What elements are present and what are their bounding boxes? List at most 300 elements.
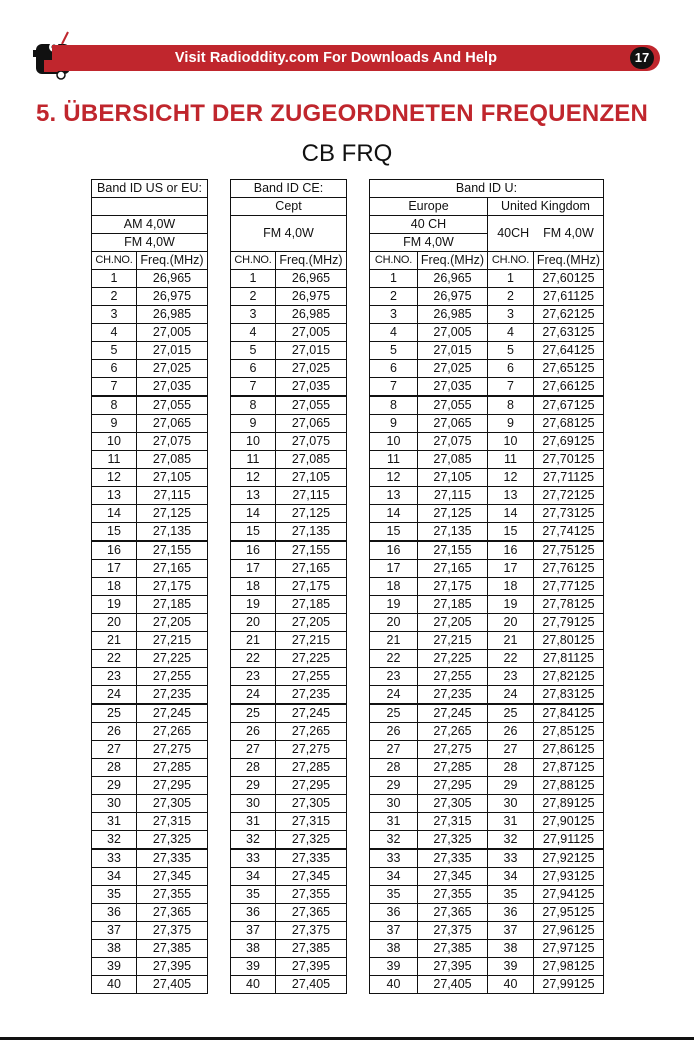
channel-number-cell: 31 [231,813,276,831]
channel-number-cell: 28 [370,759,418,777]
frequency-cell: 27,225 [276,650,347,668]
frequency-cell: 27,165 [276,560,347,578]
frequency-cell: 27,115 [276,487,347,505]
channel-number-cell: 23 [231,668,276,686]
frequency-cell: 27,105 [137,469,208,487]
channel-number-cell: 40 [488,976,534,994]
channel-number-cell: 7 [370,378,418,397]
band-us-mode-fm: FM 4,0W [92,234,208,252]
frequency-cell: 27,155 [137,541,208,560]
channel-number-cell: 8 [370,396,418,415]
channel-number-cell: 10 [92,433,137,451]
channel-number-cell: 38 [231,940,276,958]
frequency-cell: 27,245 [276,704,347,723]
table-row [92,505,604,523]
frequency-cell: 27,95125 [534,904,604,922]
channel-number-cell: 37 [370,922,418,940]
frequency-cell: 27,235 [137,686,208,705]
channel-number-cell: 10 [370,433,418,451]
channel-number-cell: 18 [488,578,534,596]
channel-number-cell: 11 [488,451,534,469]
frequency-cell: 27,65125 [534,360,604,378]
frequency-cell: 27,185 [276,596,347,614]
frequency-cell: 27,275 [137,741,208,759]
channel-number-cell: 14 [488,505,534,523]
channel-number-cell: 13 [488,487,534,505]
frequency-cell: 27,62125 [534,306,604,324]
channel-number-cell: 25 [92,704,137,723]
frequency-cell: 27,165 [137,560,208,578]
frequency-cell: 27,215 [137,632,208,650]
frequency-cell: 27,065 [137,415,208,433]
table-row [92,288,604,306]
channel-number-cell: 17 [92,560,137,578]
table-row [92,487,604,505]
channel-number-cell: 40 [92,976,137,994]
frequency-cell: 27,375 [276,922,347,940]
band-u-region-europe: Europe [370,198,488,216]
channel-number-cell: 5 [488,342,534,360]
frequency-cell: 27,035 [418,378,488,397]
channel-number-cell: 14 [92,505,137,523]
table-row [92,469,604,487]
table-row [92,360,604,378]
channel-number-cell: 10 [488,433,534,451]
table-row [92,342,604,360]
frequency-cell: 27,075 [276,433,347,451]
frequency-cell: 27,295 [276,777,347,795]
channel-number-cell: 33 [231,849,276,868]
frequency-cell: 27,255 [276,668,347,686]
channel-number-cell: 36 [231,904,276,922]
frequency-cell: 27,265 [276,723,347,741]
channel-number-cell: 6 [92,360,137,378]
frequency-cell: 27,305 [137,795,208,813]
channel-number-cell: 32 [488,831,534,850]
channel-number-cell: 7 [92,378,137,397]
frequency-cell: 27,97125 [534,940,604,958]
frequency-cell: 27,73125 [534,505,604,523]
channel-number-cell: 35 [488,886,534,904]
frequency-cell: 27,93125 [534,868,604,886]
frequency-cell: 27,075 [137,433,208,451]
channel-number-cell: 9 [488,415,534,433]
frequency-cell: 27,235 [418,686,488,705]
table-row [92,614,604,632]
frequency-cell: 27,98125 [534,958,604,976]
channel-number-cell: 18 [92,578,137,596]
band-ce-mode: FM 4,0W [231,216,347,252]
frequency-cell: 27,88125 [534,777,604,795]
table-row [92,306,604,324]
frequency-cell: 27,335 [418,849,488,868]
channel-number-cell: 3 [488,306,534,324]
frequency-cell: 27,175 [276,578,347,596]
channel-number-cell: 13 [231,487,276,505]
section-title: 5. ÜBERSICHT DER ZUGEORDNETEN FREQUENZEN [36,100,649,127]
col-header-freq: Freq.(MHz) [276,252,347,270]
frequency-cell: 27,215 [418,632,488,650]
frequency-cell: 27,015 [137,342,208,360]
band-us-title: Band ID US or EU: [92,180,208,198]
col-header-ch: CH.NO. [92,252,137,270]
frequency-cell: 27,84125 [534,704,604,723]
channel-number-cell: 16 [231,541,276,560]
channel-number-cell: 37 [488,922,534,940]
frequency-cell: 27,225 [137,650,208,668]
frequency-cell: 27,215 [276,632,347,650]
channel-number-cell: 38 [488,940,534,958]
frequency-cell: 27,86125 [534,741,604,759]
frequency-cell: 27,135 [276,523,347,542]
frequency-cell: 27,70125 [534,451,604,469]
frequency-cell: 27,295 [137,777,208,795]
column-header-row [92,252,604,270]
frequency-cell: 27,285 [418,759,488,777]
frequency-cell: 27,71125 [534,469,604,487]
frequency-cell: 27,79125 [534,614,604,632]
channel-number-cell: 21 [488,632,534,650]
channel-number-cell: 5 [92,342,137,360]
frequency-cell: 26,975 [137,288,208,306]
channel-number-cell: 11 [92,451,137,469]
channel-number-cell: 18 [231,578,276,596]
table-row [92,686,604,705]
channel-number-cell: 4 [370,324,418,342]
channel-number-cell: 2 [370,288,418,306]
channel-number-cell: 5 [231,342,276,360]
channel-number-cell: 38 [92,940,137,958]
channel-number-cell: 34 [488,868,534,886]
channel-number-cell: 6 [370,360,418,378]
channel-number-cell: 24 [231,686,276,705]
frequency-cell: 27,245 [418,704,488,723]
frequency-cell: 27,63125 [534,324,604,342]
channel-number-cell: 10 [231,433,276,451]
channel-number-cell: 40 [370,976,418,994]
frequency-cell: 27,335 [276,849,347,868]
frequency-cell: 27,315 [418,813,488,831]
frequency-cell: 27,205 [276,614,347,632]
frequency-cell: 27,365 [418,904,488,922]
band-u-title: Band ID U: [370,180,604,198]
table-row [92,795,604,813]
frequency-cell: 27,175 [418,578,488,596]
frequency-cell: 27,66125 [534,378,604,397]
channel-number-cell: 39 [370,958,418,976]
frequency-cell: 27,205 [137,614,208,632]
frequency-cell: 27,225 [418,650,488,668]
channel-number-cell: 20 [231,614,276,632]
channel-number-cell: 36 [92,904,137,922]
channel-number-cell: 34 [231,868,276,886]
table-row [92,378,604,397]
frequency-cell: 27,355 [276,886,347,904]
channel-number-cell: 12 [92,469,137,487]
table-row [92,650,604,668]
channel-number-cell: 22 [488,650,534,668]
frequency-cell: 27,305 [418,795,488,813]
frequency-cell: 27,94125 [534,886,604,904]
frequency-cell: 27,005 [276,324,347,342]
channel-number-cell: 12 [231,469,276,487]
channel-number-cell: 22 [370,650,418,668]
table-row [92,886,604,904]
frequency-cell: 27,72125 [534,487,604,505]
channel-number-cell: 14 [231,505,276,523]
frequency-cell: 26,975 [276,288,347,306]
frequency-cell: 27,365 [137,904,208,922]
channel-number-cell: 23 [488,668,534,686]
frequency-cell: 27,375 [418,922,488,940]
channel-number-cell: 27 [488,741,534,759]
band-u-eu-mode-fm: FM 4,0W [370,234,488,252]
channel-number-cell: 37 [92,922,137,940]
frequency-cell: 27,155 [276,541,347,560]
channel-number-cell: 31 [488,813,534,831]
channel-number-cell: 19 [92,596,137,614]
frequency-table [91,179,604,994]
frequency-cell: 27,385 [418,940,488,958]
frequency-cell: 27,99125 [534,976,604,994]
channel-number-cell: 15 [92,523,137,542]
frequency-cell: 27,64125 [534,342,604,360]
channel-number-cell: 24 [92,686,137,705]
band-u-uk-mode: 40CH FM 4,0W [488,216,604,252]
frequency-cell: 27,96125 [534,922,604,940]
channel-number-cell: 8 [231,396,276,415]
channel-number-cell: 20 [488,614,534,632]
channel-number-cell: 39 [92,958,137,976]
frequency-cell: 27,67125 [534,396,604,415]
channel-number-cell: 31 [92,813,137,831]
channel-number-cell: 15 [488,523,534,542]
frequency-cell: 27,025 [418,360,488,378]
channel-number-cell: 16 [370,541,418,560]
channel-number-cell: 29 [370,777,418,795]
frequency-cell: 27,255 [418,668,488,686]
channel-number-cell: 26 [92,723,137,741]
frequency-cell: 27,405 [418,976,488,994]
col-header-ch: CH.NO. [488,252,534,270]
page-number-badge: 17 [630,47,654,69]
channel-number-cell: 16 [92,541,137,560]
frequency-cell: 26,985 [137,306,208,324]
frequency-cell: 27,345 [137,868,208,886]
table-row [92,668,604,686]
frequency-cell: 27,015 [418,342,488,360]
table-row [92,560,604,578]
frequency-cell: 27,165 [418,560,488,578]
sub-title: CB FRQ [301,140,393,167]
channel-number-cell: 33 [92,849,137,868]
table-row [92,324,604,342]
frequency-cell: 27,325 [276,831,347,850]
channel-number-cell: 3 [231,306,276,324]
channel-number-cell: 38 [370,940,418,958]
table-row [92,523,604,542]
col-header-freq: Freq.(MHz) [418,252,488,270]
frequency-cell: 27,015 [276,342,347,360]
channel-number-cell: 36 [488,904,534,922]
frequency-cell: 27,325 [137,831,208,850]
channel-number-cell: 27 [370,741,418,759]
frequency-cell: 27,125 [418,505,488,523]
channel-number-cell: 26 [370,723,418,741]
frequency-cell: 26,965 [418,270,488,288]
channel-number-cell: 15 [370,523,418,542]
header-link-text[interactable]: Visit Radioddity.com For Downloads And Help [174,50,498,66]
frequency-cell: 27,125 [137,505,208,523]
frequency-cell: 27,395 [418,958,488,976]
frequency-cell: 27,275 [276,741,347,759]
channel-number-cell: 27 [92,741,137,759]
frequency-cell: 27,315 [137,813,208,831]
channel-number-cell: 33 [488,849,534,868]
channel-number-cell: 36 [370,904,418,922]
channel-number-cell: 32 [231,831,276,850]
frequency-cell: 27,91125 [534,831,604,850]
channel-number-cell: 14 [370,505,418,523]
frequency-cell: 27,085 [418,451,488,469]
frequency-cell: 27,78125 [534,596,604,614]
frequency-cell: 27,76125 [534,560,604,578]
table-row [92,849,604,868]
frequency-cell: 27,75125 [534,541,604,560]
channel-number-cell: 2 [92,288,137,306]
channel-number-cell: 27 [231,741,276,759]
frequency-cell: 27,025 [276,360,347,378]
frequency-cell: 27,065 [418,415,488,433]
frequency-cell: 27,83125 [534,686,604,705]
table-row [92,759,604,777]
frequency-cell: 27,275 [418,741,488,759]
channel-number-cell: 24 [370,686,418,705]
frequency-cell: 27,005 [418,324,488,342]
frequency-cell: 27,235 [276,686,347,705]
frequency-cell: 27,175 [137,578,208,596]
frequency-cell: 27,355 [137,886,208,904]
channel-number-cell: 7 [488,378,534,397]
frequency-cell: 27,105 [276,469,347,487]
frequency-cell: 27,385 [137,940,208,958]
band-ce-title: Band ID CE: [231,180,347,198]
frequency-cell: 26,965 [276,270,347,288]
frequency-cell: 27,115 [137,487,208,505]
channel-number-cell: 17 [488,560,534,578]
channel-number-cell: 7 [231,378,276,397]
channel-number-cell: 29 [92,777,137,795]
frequency-cell: 27,135 [137,523,208,542]
frequency-cell: 27,345 [418,868,488,886]
channel-number-cell: 1 [370,270,418,288]
channel-number-cell: 32 [370,831,418,850]
channel-number-cell: 34 [92,868,137,886]
channel-number-cell: 30 [231,795,276,813]
frequency-cell: 26,985 [276,306,347,324]
channel-number-cell: 22 [92,650,137,668]
table-row [92,578,604,596]
table-row [92,723,604,741]
channel-number-cell: 6 [488,360,534,378]
table-row [92,541,604,560]
table-row [92,976,604,994]
channel-number-cell: 19 [488,596,534,614]
channel-number-cell: 1 [231,270,276,288]
table-row [92,704,604,723]
col-header-freq: Freq.(MHz) [534,252,604,270]
frequency-cell: 27,085 [276,451,347,469]
frequency-cell: 27,60125 [534,270,604,288]
channel-number-cell: 17 [231,560,276,578]
channel-number-cell: 11 [231,451,276,469]
frequency-cell: 27,285 [276,759,347,777]
table-row [92,868,604,886]
channel-number-cell: 33 [370,849,418,868]
col-header-freq: Freq.(MHz) [137,252,208,270]
channel-number-cell: 5 [370,342,418,360]
channel-number-cell: 28 [488,759,534,777]
channel-number-cell: 9 [231,415,276,433]
channel-number-cell: 35 [231,886,276,904]
channel-number-cell: 30 [370,795,418,813]
frequency-cell: 27,245 [137,704,208,723]
channel-number-cell: 4 [92,324,137,342]
channel-number-cell: 25 [370,704,418,723]
frequency-cell: 27,325 [418,831,488,850]
frequency-cell: 27,295 [418,777,488,795]
frequency-cell: 27,315 [276,813,347,831]
frequency-cell: 27,025 [137,360,208,378]
frequency-cell: 27,305 [276,795,347,813]
channel-number-cell: 26 [488,723,534,741]
frequency-cell: 27,385 [276,940,347,958]
channel-number-cell: 2 [488,288,534,306]
frequency-cell: 27,405 [276,976,347,994]
channel-number-cell: 20 [370,614,418,632]
table-row [92,741,604,759]
table-row [92,632,604,650]
frequency-cell: 26,965 [137,270,208,288]
table-row [92,596,604,614]
frequency-cell: 27,61125 [534,288,604,306]
band-u-eu-mode-ch: 40 CH [370,216,488,234]
channel-number-cell: 21 [370,632,418,650]
frequency-cell: 27,74125 [534,523,604,542]
frequency-cell: 27,68125 [534,415,604,433]
frequency-cell: 27,065 [276,415,347,433]
frequency-cell: 27,395 [276,958,347,976]
channel-number-cell: 39 [231,958,276,976]
frequency-cell: 27,81125 [534,650,604,668]
channel-number-cell: 12 [488,469,534,487]
table-row [92,396,604,415]
frequency-cell: 27,85125 [534,723,604,741]
channel-number-cell: 35 [370,886,418,904]
table-row [92,415,604,433]
channel-number-cell: 20 [92,614,137,632]
channel-number-cell: 2 [231,288,276,306]
frequency-cell: 27,80125 [534,632,604,650]
frequency-cell: 27,265 [137,723,208,741]
channel-number-cell: 24 [488,686,534,705]
channel-number-cell: 3 [370,306,418,324]
channel-number-cell: 9 [370,415,418,433]
frequency-cell: 27,055 [137,396,208,415]
frequency-cell: 27,255 [137,668,208,686]
frequency-cell: 27,035 [137,378,208,397]
frequency-cell: 27,285 [137,759,208,777]
